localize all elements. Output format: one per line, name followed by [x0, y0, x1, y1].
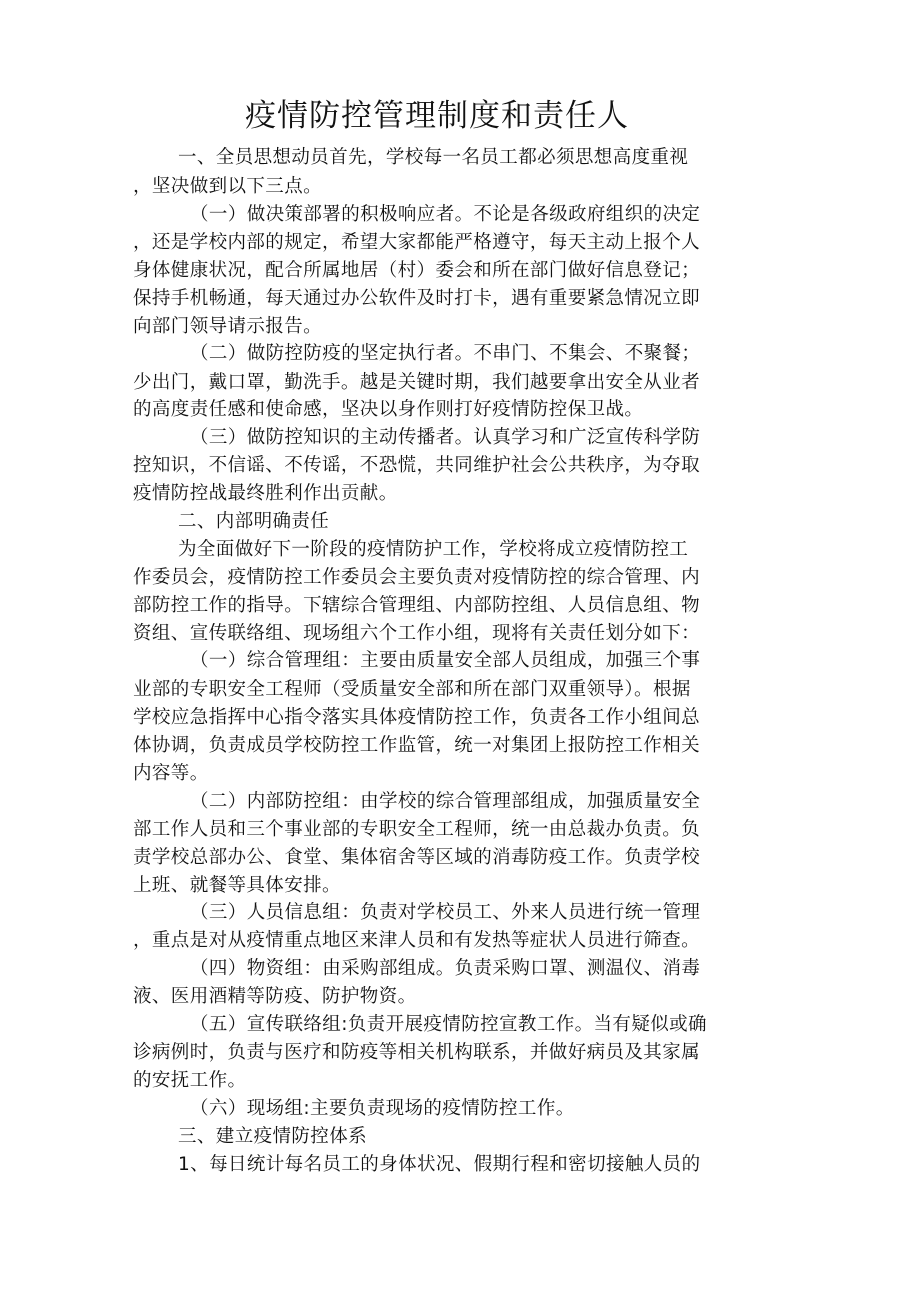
paragraph-line: （三）做防控知识的主动传播者。认真学习和广泛宣传科学防	[190, 427, 701, 448]
section-heading: 二、内部明确责任	[178, 511, 330, 532]
paragraph-line: 业部的专职安全工程师（受质量安全部和所在部门双重领导）。根据	[133, 679, 691, 700]
paragraph-line: 一、全员思想动员首先，学校每一名员工都必须思想高度重视	[178, 147, 689, 168]
paragraph-line: 的安抚工作。	[133, 1070, 247, 1091]
paragraph-line: 的高度责任感和使命感，坚决以身作则打好疫情防控保卫战。	[133, 399, 644, 420]
paragraph-line: 保持手机畅通，每天通过办公软件及时打卡，遇有重要紧急情况立即	[133, 288, 701, 309]
paragraph-line: ，还是学校内部的规定，希望大家都能严格遵守，每天主动上报个人	[133, 232, 701, 253]
paragraph-line: （四）物资组：由采购部组成。负责采购口罩、测温仪、消毒	[190, 958, 701, 979]
paragraph-line: 为全面做好下一阶段的疫情防护工作，学校将成立疫情防控工	[178, 539, 689, 560]
paragraph-line: （一）综合管理组：主要由质量安全部人员组成，加强三个事	[190, 650, 701, 671]
paragraph-line: 1、每日统计每名员工的身体状况、假期行程和密切接触人员的	[178, 1154, 701, 1175]
paragraph-line: （三）人员信息组：负责对学校员工、外来人员进行统一管理	[190, 902, 701, 923]
paragraph-line: 上班、就餐等具体安排。	[133, 875, 341, 896]
paragraph-line: （二）内部防控组：由学校的综合管理部组成，加强质量安全	[190, 791, 701, 812]
paragraph-line: ，重点是对从疫情重点地区来津人员和有发热等症状人员进行筛查。	[133, 930, 701, 951]
paragraph-line: 少出门，戴口罩，勤洗手。越是关键时期，我们越要拿出安全从业者	[133, 372, 701, 393]
paragraph-line: 内容等。	[133, 763, 209, 784]
paragraph-line: 学校应急指挥中心指令落实具体疫情防控工作，负责各工作小组间总	[133, 707, 701, 728]
paragraph-line: 诊病例时，负责与医疗和防疫等相关机构联系，并做好病员及其家属	[133, 1042, 701, 1063]
document-title: 疫情防控管理制度和责任人	[245, 98, 629, 134]
paragraph-line: ，坚决做到以下三点。	[133, 176, 323, 197]
paragraph-line: （五）宣传联络组:负责开展疫情防控宣教工作。当有疑似或确	[190, 1014, 707, 1035]
paragraph-line: 作委员会，疫情防控工作委员会主要负责对疫情防控的综合管理、内	[133, 567, 701, 588]
paragraph-line: 向部门领导请示报告。	[133, 316, 323, 337]
paragraph-line: 体协调，负责成员学校防控工作监管，统一对集团上报防控工作相关	[133, 735, 701, 756]
paragraph-line: 身体健康状况，配合所属地居（村）委会和所在部门做好信息登记；	[133, 260, 701, 281]
paragraph-line: 资组、宣传联络组、现场组六个工作小组，现将有关责任划分如下：	[133, 623, 701, 644]
section-heading: 三、建立疫情防控体系	[178, 1126, 368, 1147]
paragraph-line: 责学校总部办公、食堂、集体宿舍等区域的消毒防疫工作。负责学校	[133, 847, 701, 868]
paragraph-line: 部防控工作的指导。下辖综合管理组、内部防控组、人员信息组、物	[133, 595, 701, 616]
paragraph-line: （六）现场组:主要负责现场的疫情防控工作。	[190, 1098, 575, 1119]
paragraph-line: 疫情防控战最终胜利作出贡献。	[133, 483, 398, 504]
paragraph-line: 液、医用酒精等防疫、防护物资。	[133, 986, 417, 1007]
paragraph-line: 部工作人员和三个事业部的专职安全工程师，统一由总裁办负责。负	[133, 819, 701, 840]
paragraph-line: 控知识，不信谣、不传谣，不恐慌，共同维护社会公共秩序，为夺取	[133, 455, 701, 476]
paragraph-line: （二）做防控防疫的坚定执行者。不串门、不集会、不聚餐；	[190, 343, 701, 364]
paragraph-line: （一）做决策部署的积极响应者。不论是各级政府组织的决定	[190, 204, 701, 225]
